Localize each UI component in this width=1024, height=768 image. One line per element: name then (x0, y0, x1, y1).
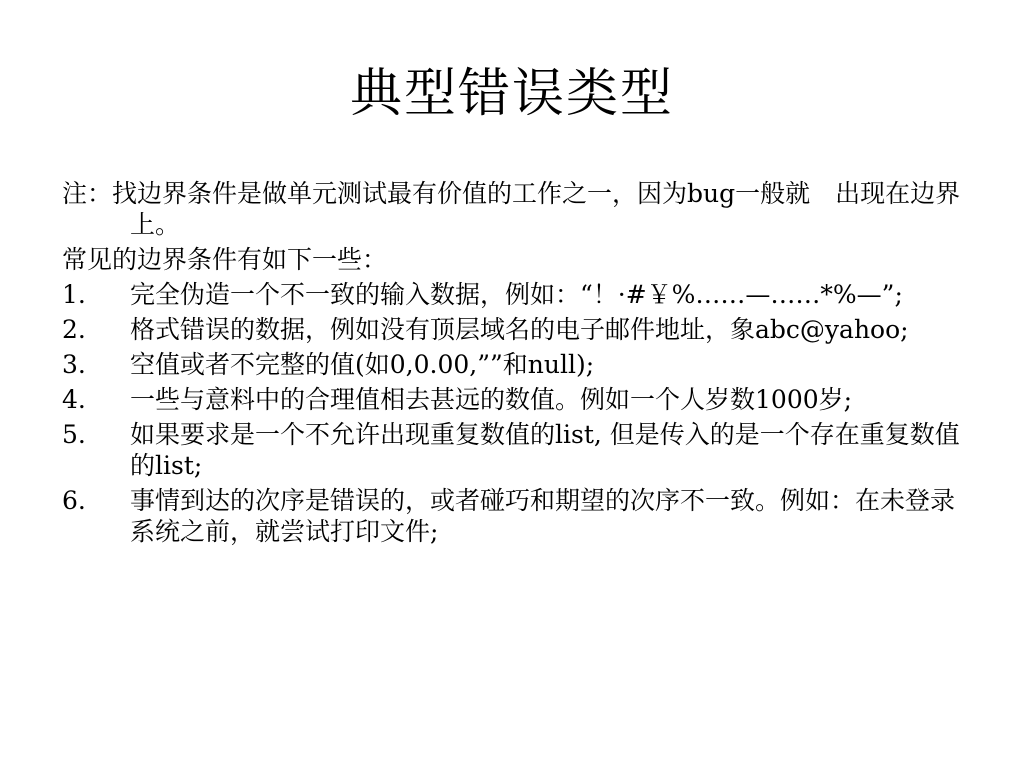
list-item-text: 一些与意料中的合理值相去甚远的数值。例如一个人岁数1000岁; (130, 385, 853, 414)
intro-paragraph: 常见的边界条件有如下一些： (62, 245, 388, 274)
list-item (62, 419, 962, 481)
list-item (62, 384, 962, 415)
list-item-text: 完全伪造一个不一致的输入数据，例如：“！·#￥%……—……*%—”; (130, 280, 903, 309)
list-item-number: 5. (62, 420, 86, 449)
list-item-number: 2. (62, 315, 86, 344)
list-item-text: 空值或者不完整的值(如0,0.00,””和null); (130, 350, 595, 379)
list-item (62, 279, 962, 310)
list-item-text: 事情到达的次序是错误的，或者碰巧和期望的次序不一致。例如：在未登录系统之前，就尝试打印文件; (130, 486, 956, 546)
list-item-number: 3. (62, 350, 86, 379)
list-item-text: 如果要求是一个不允许出现重复数值的list, 但是传入的是一个存在重复数值的list; (130, 420, 960, 480)
list-item-number: 4. (62, 385, 86, 414)
list-item-number: 6. (62, 486, 86, 515)
slide-title: 典型错误类型 (349, 64, 674, 124)
list-item (62, 314, 962, 345)
list-item-number: 1. (62, 280, 86, 309)
list-item-text: 格式错误的数据，例如没有顶层域名的电子邮件地址，象abc@yahoo; (130, 315, 909, 344)
note-paragraph: 注：找边界条件是做单元测试最有价值的工作之一，因为bug一般就 出现在边界上。 (62, 179, 961, 239)
list-item (62, 349, 962, 380)
list-item (62, 485, 962, 547)
slide-body (62, 178, 962, 551)
